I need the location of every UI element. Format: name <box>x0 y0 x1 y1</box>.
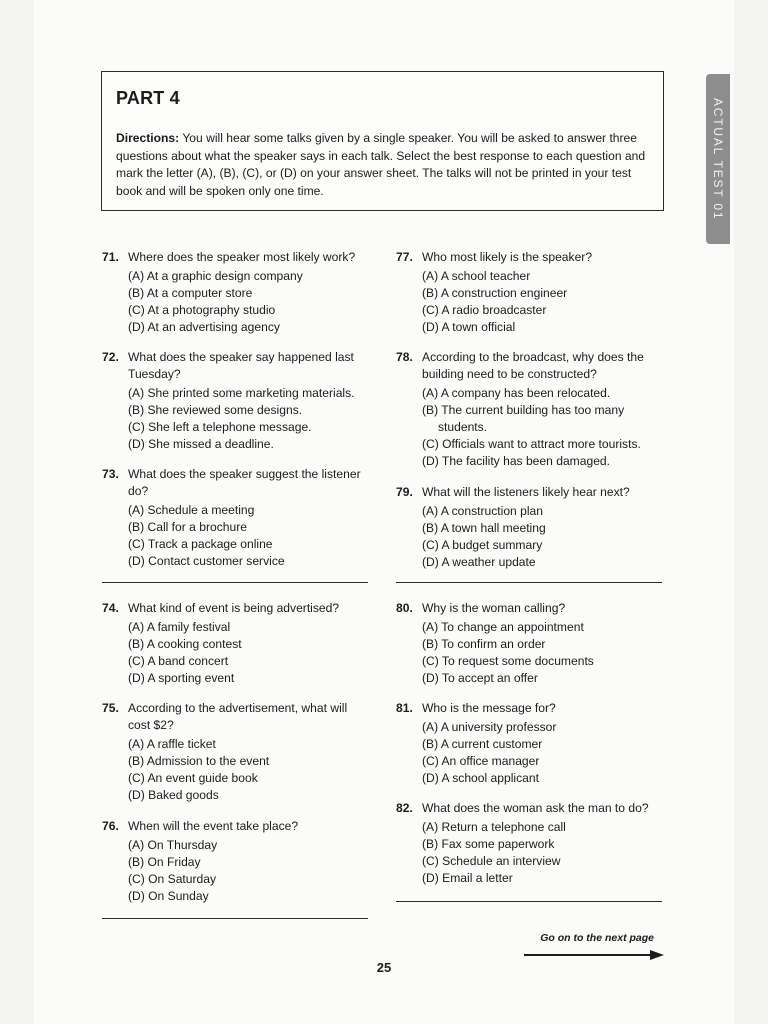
question-number: 77. <box>396 250 413 264</box>
question-71 <box>102 249 372 336</box>
question-number: 75. <box>102 701 119 715</box>
answer-option: (C) At a photography studio <box>128 303 276 317</box>
question-79 <box>396 484 666 571</box>
answer-option: (B) To confirm an order <box>422 637 546 651</box>
question-number: 71. <box>102 250 119 264</box>
answer-option: (A) A school teacher <box>422 269 531 283</box>
answer-option: (D) The facility has been damaged. <box>422 454 611 468</box>
question-number: 78. <box>396 350 413 364</box>
answer-option: (C) A radio broadcaster <box>422 303 547 317</box>
question-text: What does the speaker suggest the listener do? <box>128 467 361 498</box>
answer-option: (D) A school applicant <box>422 771 539 785</box>
answer-option: (B) A cooking contest <box>128 637 242 651</box>
answer-option: (A) A university professor <box>422 720 557 734</box>
question-text: Where does the speaker most likely work? <box>128 250 356 264</box>
section-divider <box>396 582 662 583</box>
answer-option: (A) She printed some marketing materials. <box>128 386 355 400</box>
answer-option: (C) To request some documents <box>422 654 594 668</box>
page-number: 25 <box>376 960 392 975</box>
answer-option: (A) Schedule a meeting <box>128 503 255 517</box>
question-text: According to the advertisement, what will cost $2? <box>128 701 348 732</box>
answer-option: (C) She left a telephone message. <box>128 420 312 434</box>
answer-option: (C) Officials want to attract more tourists. <box>422 437 641 451</box>
question-text: What will the listeners likely hear next? <box>422 485 630 499</box>
answer-option: (B) Admission to the event <box>128 754 270 768</box>
answer-option: (A) On Thursday <box>128 838 218 852</box>
question-text: What does the speaker say happened last Tuesday? <box>128 350 354 381</box>
question-81 <box>396 700 666 787</box>
question-number: 72. <box>102 350 119 364</box>
question-text: What does the woman ask the man to do? <box>422 801 649 815</box>
side-tab-label: ACTUAL TEST 01 <box>711 97 725 221</box>
answer-option: (A) To change an appointment <box>422 620 584 634</box>
question-number: 79. <box>396 485 413 499</box>
question-76 <box>102 818 372 905</box>
right-arrow-icon <box>524 948 664 962</box>
question-78 <box>396 349 666 470</box>
question-text: Who is the message for? <box>422 701 556 715</box>
answer-option: (B) She reviewed some designs. <box>128 403 303 417</box>
answer-option: (B) Fax some paperwork <box>422 837 555 851</box>
question-number: 80. <box>396 601 413 615</box>
side-tab <box>706 74 730 244</box>
answer-option-continuation: students. <box>438 420 488 434</box>
question-text: According to the broadcast, why does the building need to be constructed? <box>422 350 644 381</box>
question-text: When will the event take place? <box>128 819 299 833</box>
section-divider <box>102 918 368 919</box>
answer-option: (B) The current building has too many <box>422 403 625 417</box>
answer-option: (C) An office manager <box>422 754 540 768</box>
answer-option: (D) At an advertising agency <box>128 320 280 334</box>
question-72 <box>102 349 372 453</box>
answer-option: (D) On Sunday <box>128 889 209 903</box>
question-text: What kind of event is being advertised? <box>128 601 340 615</box>
next-page-label: Go on to the next page <box>540 932 654 944</box>
answer-option: (A) Return a telephone call <box>422 820 566 834</box>
answer-option: (D) Contact customer service <box>128 554 285 568</box>
answer-option: (C) On Saturday <box>128 872 217 886</box>
answer-option: (B) A town hall meeting <box>422 521 546 535</box>
question-number: 82. <box>396 801 413 815</box>
answer-option: (B) At a computer store <box>128 286 253 300</box>
question-80 <box>396 600 666 687</box>
answer-option: (B) On Friday <box>128 855 201 869</box>
answer-option: (A) A family festival <box>128 620 231 634</box>
answer-option: (A) At a graphic design company <box>128 269 303 283</box>
answer-option: (C) Track a package online <box>128 537 273 551</box>
question-number: 73. <box>102 467 119 481</box>
directions-box <box>101 71 664 211</box>
answer-option: (C) A band concert <box>128 654 229 668</box>
answer-option: (D) A weather update <box>422 555 536 569</box>
section-divider <box>396 901 662 902</box>
answer-option: (A) A construction plan <box>422 504 544 518</box>
answer-option: (D) To accept an offer <box>422 671 538 685</box>
answer-option: (D) She missed a deadline. <box>128 437 274 451</box>
question-number: 81. <box>396 701 413 715</box>
answer-option: (D) A sporting event <box>128 671 235 685</box>
part-title: PART 4 <box>116 88 180 108</box>
answer-option: (C) A budget summary <box>422 538 543 552</box>
answer-option: (A) A company has been relocated. <box>422 386 611 400</box>
question-73 <box>102 466 372 570</box>
directions-paragraph <box>116 130 649 200</box>
question-82 <box>396 800 666 887</box>
answer-option: (B) Call for a brochure <box>128 520 247 534</box>
answer-option: (B) A current customer <box>422 737 543 751</box>
answer-option: (C) An event guide book <box>128 771 258 785</box>
directions-text: You will hear some talks given by a single speaker. You will be asked to answer three questions about what the speaker says in each talk. Select the best response to each question and mark the letter (A), (B), (C), or (D) on your answer sheet. The talks will not be printed in your test book and will be spoken only one time. <box>116 131 646 198</box>
directions-label: Directions: <box>116 131 180 145</box>
question-74 <box>102 600 372 687</box>
question-77 <box>396 249 666 336</box>
answer-option: (C) Schedule an interview <box>422 854 561 868</box>
section-divider <box>102 582 368 583</box>
answer-option: (D) Email a letter <box>422 871 513 885</box>
answer-option: (B) A construction engineer <box>422 286 568 300</box>
question-text: Why is the woman calling? <box>422 601 566 615</box>
question-number: 74. <box>102 601 119 615</box>
answer-option: (A) A raffle ticket <box>128 737 216 751</box>
question-75 <box>102 700 372 804</box>
question-text: Who most likely is the speaker? <box>422 250 593 264</box>
answer-option: (D) A town official <box>422 320 516 334</box>
answer-option: (D) Baked goods <box>128 788 219 802</box>
question-number: 76. <box>102 819 119 833</box>
